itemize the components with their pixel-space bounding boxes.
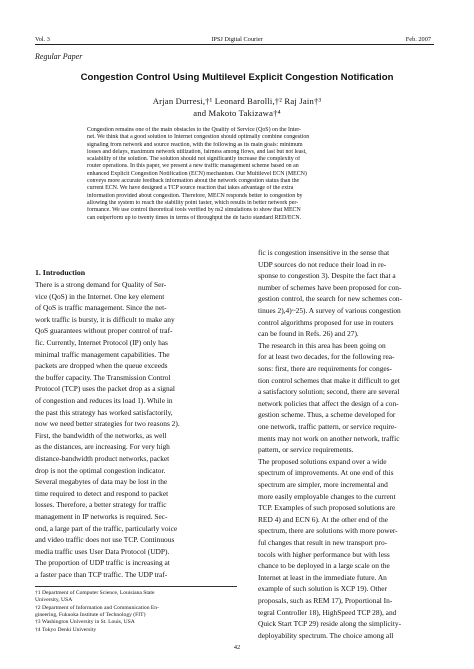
abstract-line: Congestion remains one of the main obstacles to the Quality of Service (QoS) on the Inter- (87, 127, 302, 133)
text-line: The proportion of UDP traffic is increasing at (35, 558, 170, 568)
section-heading-introduction: 1. Introduction (35, 268, 86, 277)
text-line: QoS guarantees without proper control of traf- (35, 326, 173, 336)
text-line: of QoS is traffic management. Since the net- (35, 303, 167, 313)
text-line: Several megabytes of data may be lost in the (35, 477, 168, 487)
text-line: one network, traffic pattern, or service require- (258, 422, 397, 431)
text-line: deployability spectrum. The choice among all (258, 630, 394, 640)
footnote-line: †4 Tokyo Denki University (35, 626, 97, 633)
text-line: Internet at least in the immediate future. An (258, 572, 387, 582)
text-line: example of such solution is XCP 19). Other (258, 584, 388, 594)
text-line: tinues 2),4)~25). A survey of various congestion (258, 306, 401, 315)
abstract-line: losses and delays, maximum network utilization, fairness among flows, and last but not least, (87, 148, 307, 155)
text-line: time required to detect and respond to packet (35, 488, 169, 498)
text-line: fic. Currently, Internet Protocol (IP) only has (35, 338, 168, 347)
text-line: tocols with higher performance but with less (258, 549, 390, 559)
text-line: control algorithms proposed for use in routers (258, 317, 394, 327)
header-journal: IPSJ Digital Courier (211, 36, 263, 43)
text-line: drop is not the optimal congestion indicator. (35, 465, 166, 475)
text-line: number of schemes have been proposed for con- (258, 282, 402, 292)
text-line: a faster pace than TCP traffic. The UDP traf- (35, 570, 168, 579)
text-line: spectrum are simpler, more incremental and (258, 480, 388, 489)
footnote-line: †1 Department of Computer Science, Louisiana State (35, 590, 155, 596)
text-line: spectrum of improvements. At one end of this (258, 468, 394, 478)
abstract-line: scalability of the solution. The solution should not significantly increase the complexity of (87, 156, 301, 163)
footnote-line: University, USA (35, 597, 73, 604)
abstract-line: can outperform up to twenty times in terms of throughput the de facto standard RED/ECN. (87, 214, 302, 221)
header-volume: Vol. 3 (35, 36, 50, 43)
text-line: now we need better strategies for two reasons 2). (35, 419, 180, 429)
text-line: work traffic is bursty, it is difficult to make any (35, 314, 175, 324)
text-line: TCP. Examples of such proposed solutions are (258, 503, 396, 513)
text-line: for at least two decades, for the following rea- (258, 352, 395, 362)
text-line: of congestion and reduces its load 1). While in (35, 396, 173, 405)
header-rule (35, 44, 434, 45)
text-line: sponse to congestion 3). Despite the fact that a (258, 271, 396, 281)
authors-line-1: Arjan Durresi,†¹ Leonard Barolli,†² Raj Jain†³ (152, 96, 322, 106)
footnote-line: †3 Washington University in St. Louis, USA (35, 619, 135, 626)
text-line: losses. Therefore, a better strategy for traffic (35, 500, 167, 510)
abstract-line: current ECN. We have designed a TCP source reaction that takes advantage of the extra (87, 185, 294, 192)
text-line: UDP sources do not reduce their load in re- (258, 259, 387, 269)
footnote-line: gineering, Fukuoka Institute of Technology (FIT) (35, 611, 146, 618)
abstract (87, 127, 389, 222)
text-line: The research in this area has been going on (258, 340, 386, 350)
abstract-line: net. We think that a good solution to Internet congestion should optimally combine congestion (87, 134, 310, 141)
text-line: ful changes that result in new transport pro- (258, 538, 388, 547)
text-line: spectrum, there are solutions with more power- (258, 526, 398, 536)
text-line: the buffer capacity. The Transmission Control (35, 372, 171, 382)
abstract-line: enhanced Explicit Congestion Notification (ECN) mechanism. Our Multilevel ECN (MECN) (87, 170, 307, 177)
text-line: as the distances, are increasing. For very high (35, 442, 170, 452)
abstract-line: router operations. In this paper, we present a new traffic management scheme based on an (87, 163, 299, 170)
text-line: ments may not work on another network, traffic (258, 433, 400, 443)
text-line: chance to be deployed in a large scale on the (258, 561, 390, 571)
text-line: proposals, such as REM 17), Proportional In- (258, 596, 393, 605)
footnote-rule (35, 586, 237, 587)
text-line: There is a strong demand for Quality of Ser- (35, 280, 167, 289)
abstract-line: conveys more accurate feedback information about the network congestion status than the (87, 178, 300, 185)
text-line: can be found in Refs. 26) and 27). (258, 329, 359, 339)
abstract-line: formance. We use control theoretical tools verified by ns2 simulations to show that MECN (87, 207, 301, 214)
text-line: Protocol (TCP) uses the packet drop as a signal (35, 384, 175, 394)
text-line: the past this strategy has worked satisfactorily, (35, 407, 173, 417)
text-line: fic is congestion insensitive in the sense that (258, 248, 390, 257)
text-line: gestion control, the search for new schemes con- (258, 294, 403, 304)
text-line: The proposed solutions expand over a wide (258, 456, 387, 466)
paper-title: Congestion Control Using Multilevel Explicit Congestion Notification (80, 72, 394, 83)
text-line: a satisfactory solution; second, there are several (258, 387, 400, 397)
text-line: media traffic uses User Data Protocol (UDP). (35, 546, 170, 556)
header-date: Feb. 2007 (405, 36, 431, 43)
text-line: and video traffic does not use TCP. Continuous (35, 535, 175, 545)
text-line: more easily employable changes to the current (258, 491, 396, 501)
footnote-line: †2 Department of Information and Communication En- (35, 604, 159, 611)
authors-line-2: and Makoto Takizawa†⁴ (193, 108, 281, 118)
text-line: RED 4) and ECN 6). At the other end of the (258, 514, 388, 524)
text-line: vice (QoS) in the Internet. One key element (35, 291, 165, 301)
text-line: First, the bandwidth of the networks, as well (35, 430, 167, 440)
text-line: management in IP networks is required. Sec- (35, 512, 168, 521)
paper-type: Regular Paper (35, 52, 83, 61)
text-line: distance-bandwidth product networks, packet (35, 454, 170, 463)
text-line: tion control schemes that make it difficult to get (258, 375, 400, 385)
text-line: minimal traffic management capabilities. The (35, 349, 170, 359)
text-line: tegral Controller 18), HighSpeed TCP 28), and (258, 607, 397, 617)
page-number: 42 (233, 644, 241, 651)
abstract-line: allowing the system to reach the stability point faster, which results in better network per- (87, 199, 299, 206)
abstract-line: information provided about congestion. Therefore, MECN responds better to congestion by (87, 192, 303, 199)
text-line: sons: first, there are requirements for conges- (258, 364, 393, 373)
text-line: pattern, or service requirements. (258, 445, 354, 455)
text-line: ond, a large part of the traffic, particularly voice (35, 523, 178, 533)
text-line: gestion scheme. Thus, a scheme developed for (258, 410, 396, 420)
text-line: packets are dropped when the queue exceeds (35, 361, 168, 371)
text-line: network policies that affect the design of a con- (258, 398, 399, 408)
text-line: Quick Start TCP 29) reside along the simplicity- (258, 619, 402, 629)
abstract-line: signaling from network and source reaction, with the following as its main goals: minimum (87, 141, 303, 148)
